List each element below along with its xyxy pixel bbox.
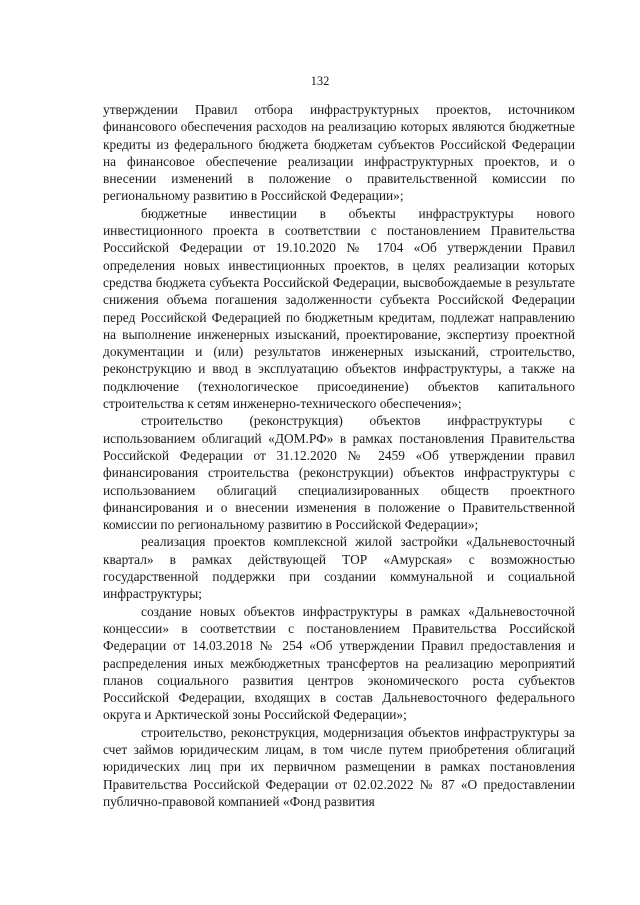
page-number: 132 (310, 74, 330, 88)
paragraph: строительство (реконструкция) объектов инфраструктуры с использованием облигаций «ДОМ.РФ» в рамках постановления Правительства Российской Федерации от 31.12.2020 № 2459 «Об утверждении правил финансирования строительства (реконструкции) объектов инфраструктуры с использованием облигаций специализированных обществ проектного финансирования и о внесении изменения в положение о Правительственной комиссии по региональному развитию в Российской Федерации»; (103, 413, 575, 533)
paragraph: реализация проектов комплексной жилой застройки «Дальневосточный квартал» в рамках действующей ТОР «Амурская» с возможностью государственной поддержки при создании коммунальной и социальной инфраструктуры; (103, 534, 575, 602)
paragraph: строительство, реконструкция, модернизация объектов инфраструктуры за счет займов юридическим лицам, в том числе путем приобретения облигаций юридических лиц при их первичном размещении в рамках постановления Правительства Российской Федерации от 02.02.2022 № 87 «О предоставлении публично-правовой компанией «Фонд развития (103, 724, 575, 809)
paragraph: утверждении Правил отбора инфраструктурных проектов, источником финансового обеспечения расходов на реализацию которых являются бюджетные кредиты из федерального бюджета бюджетам субъектов Российской Федерации на финансовое обеспечение реализации инфраструктурных проектов, и о внесении изменений в положение о правительственной комиссии по региональному развитию в Российской Федерации»; (103, 102, 575, 204)
paragraph: создание новых объектов инфраструктуры в рамках «Дальневосточной концессии» в соответствии с постановлением Правительства Российской Федерации от 14.03.2018 № 254 «Об утверждении Правил предоставления и распределения иных межбюджетных трансфертов на реализацию мероприятий планов социального развития центров экономического роста субъектов Российской Федерации, входящих в состав Дальневосточного федерального округа и Арктической зоны Российской Федерации»; (103, 603, 575, 723)
body-text (103, 101, 575, 810)
paragraph: бюджетные инвестиции в объекты инфраструктуры нового инвестиционного проекта в соответствии с постановлением Правительства Российской Федерации от 19.10.2020 № 1704 «Об утверждении Правил определения новых инвестиционных проектов, в целях реализации которых средства бюджета субъекта Российской Федерации, высвобождаемые в результате снижения объема погашения задолженности субъекта Российской Федерации перед Российской Федерацией по бюджетным кредитам, подлежат направлению на выполнение инженерных изысканий, проектирование, экспертизу проектной документации и (или) результатов инженерных изысканий, строительство, реконструкцию и ввод в эксплуатацию объектов инфраструктуры, а также на подключение (технологическое присоединение) объектов капитального строительства к сетям инженерно-технического обеспечения»; (103, 205, 575, 412)
